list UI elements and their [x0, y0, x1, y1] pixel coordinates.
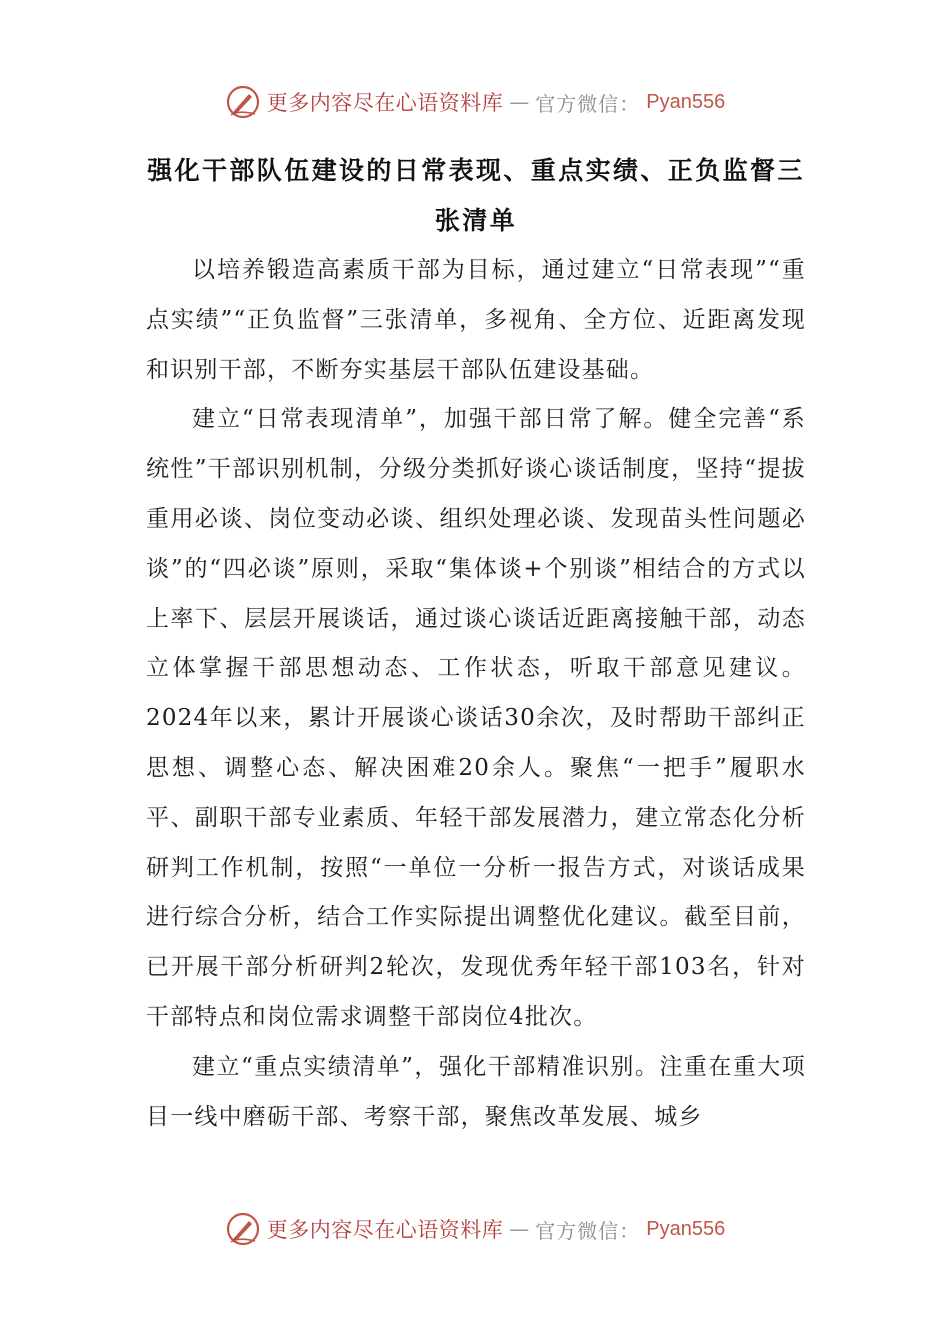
pen-logo-icon: [225, 1211, 261, 1247]
banner-wechat-label: 官方微信：: [535, 91, 641, 116]
banner-slogan: 更多内容尽在心语资料库: [266, 1218, 504, 1242]
pen-logo-icon: [225, 84, 261, 120]
paragraph-daily-performance: 建立“日常表现清单”，加强干部日常了解。健全完善“系统性”干部识别机制，分级分类抓好谈心谈话制度，坚持“提拔重用必谈、岗位变动必谈、组织处理必谈、发现苗头性问题必谈”的“四必谈”原则，采取“集体谈+个别谈”相结合的方式以上率下、层层开展谈话，通过谈心谈话近距离接触干部，动态立体掌握干部思想动态、工作状态，听取干部意见建议。2024年以来，累计开展谈心谈话30余次，及时帮助干部纠正思想、调整心态、解决困难20余人。聚焦“一把手”履职水平、副职干部专业素质、年轻干部发展潜力，建立常态化分析研判工作机制，按照“一单位一分析一报告方式，对谈话成果进行综合分析，结合工作实际提出调整优化建议。截至目前，已开展干部分析研判2轮次，发现优秀年轻干部103名，针对干部特点和岗位需求调整干部岗位4批次。: [146, 406, 806, 1030]
banner-wechat-id: Pyan556: [646, 1217, 726, 1240]
banner-separator: —: [509, 1217, 530, 1241]
banner-slogan: 更多内容尽在心语资料库: [266, 91, 504, 115]
footer-watermark-banner: [0, 1207, 950, 1251]
document-body: [146, 246, 806, 1142]
paragraph-intro: 以培养锻造高素质干部为目标，通过建立“日常表现”“重点实绩”“正负监督”三张清单，多视角、全方位、近距离发现和识别干部，不断夯实基层干部队伍建设基础。: [146, 257, 806, 383]
banner-separator: —: [509, 90, 530, 114]
header-watermark-banner: [0, 80, 950, 124]
banner-wechat-label: 官方微信：: [535, 1218, 641, 1243]
paragraph-key-achievements: 建立“重点实绩清单”，强化干部精准识别。注重在重大项目一线中磨砺干部、考察干部，聚焦改革发展、城乡: [146, 1053, 806, 1130]
banner-wechat-id: Pyan556: [646, 90, 726, 113]
document-title: 强化干部队伍建设的日常表现、重点实绩、正负监督三张清单: [147, 156, 805, 235]
